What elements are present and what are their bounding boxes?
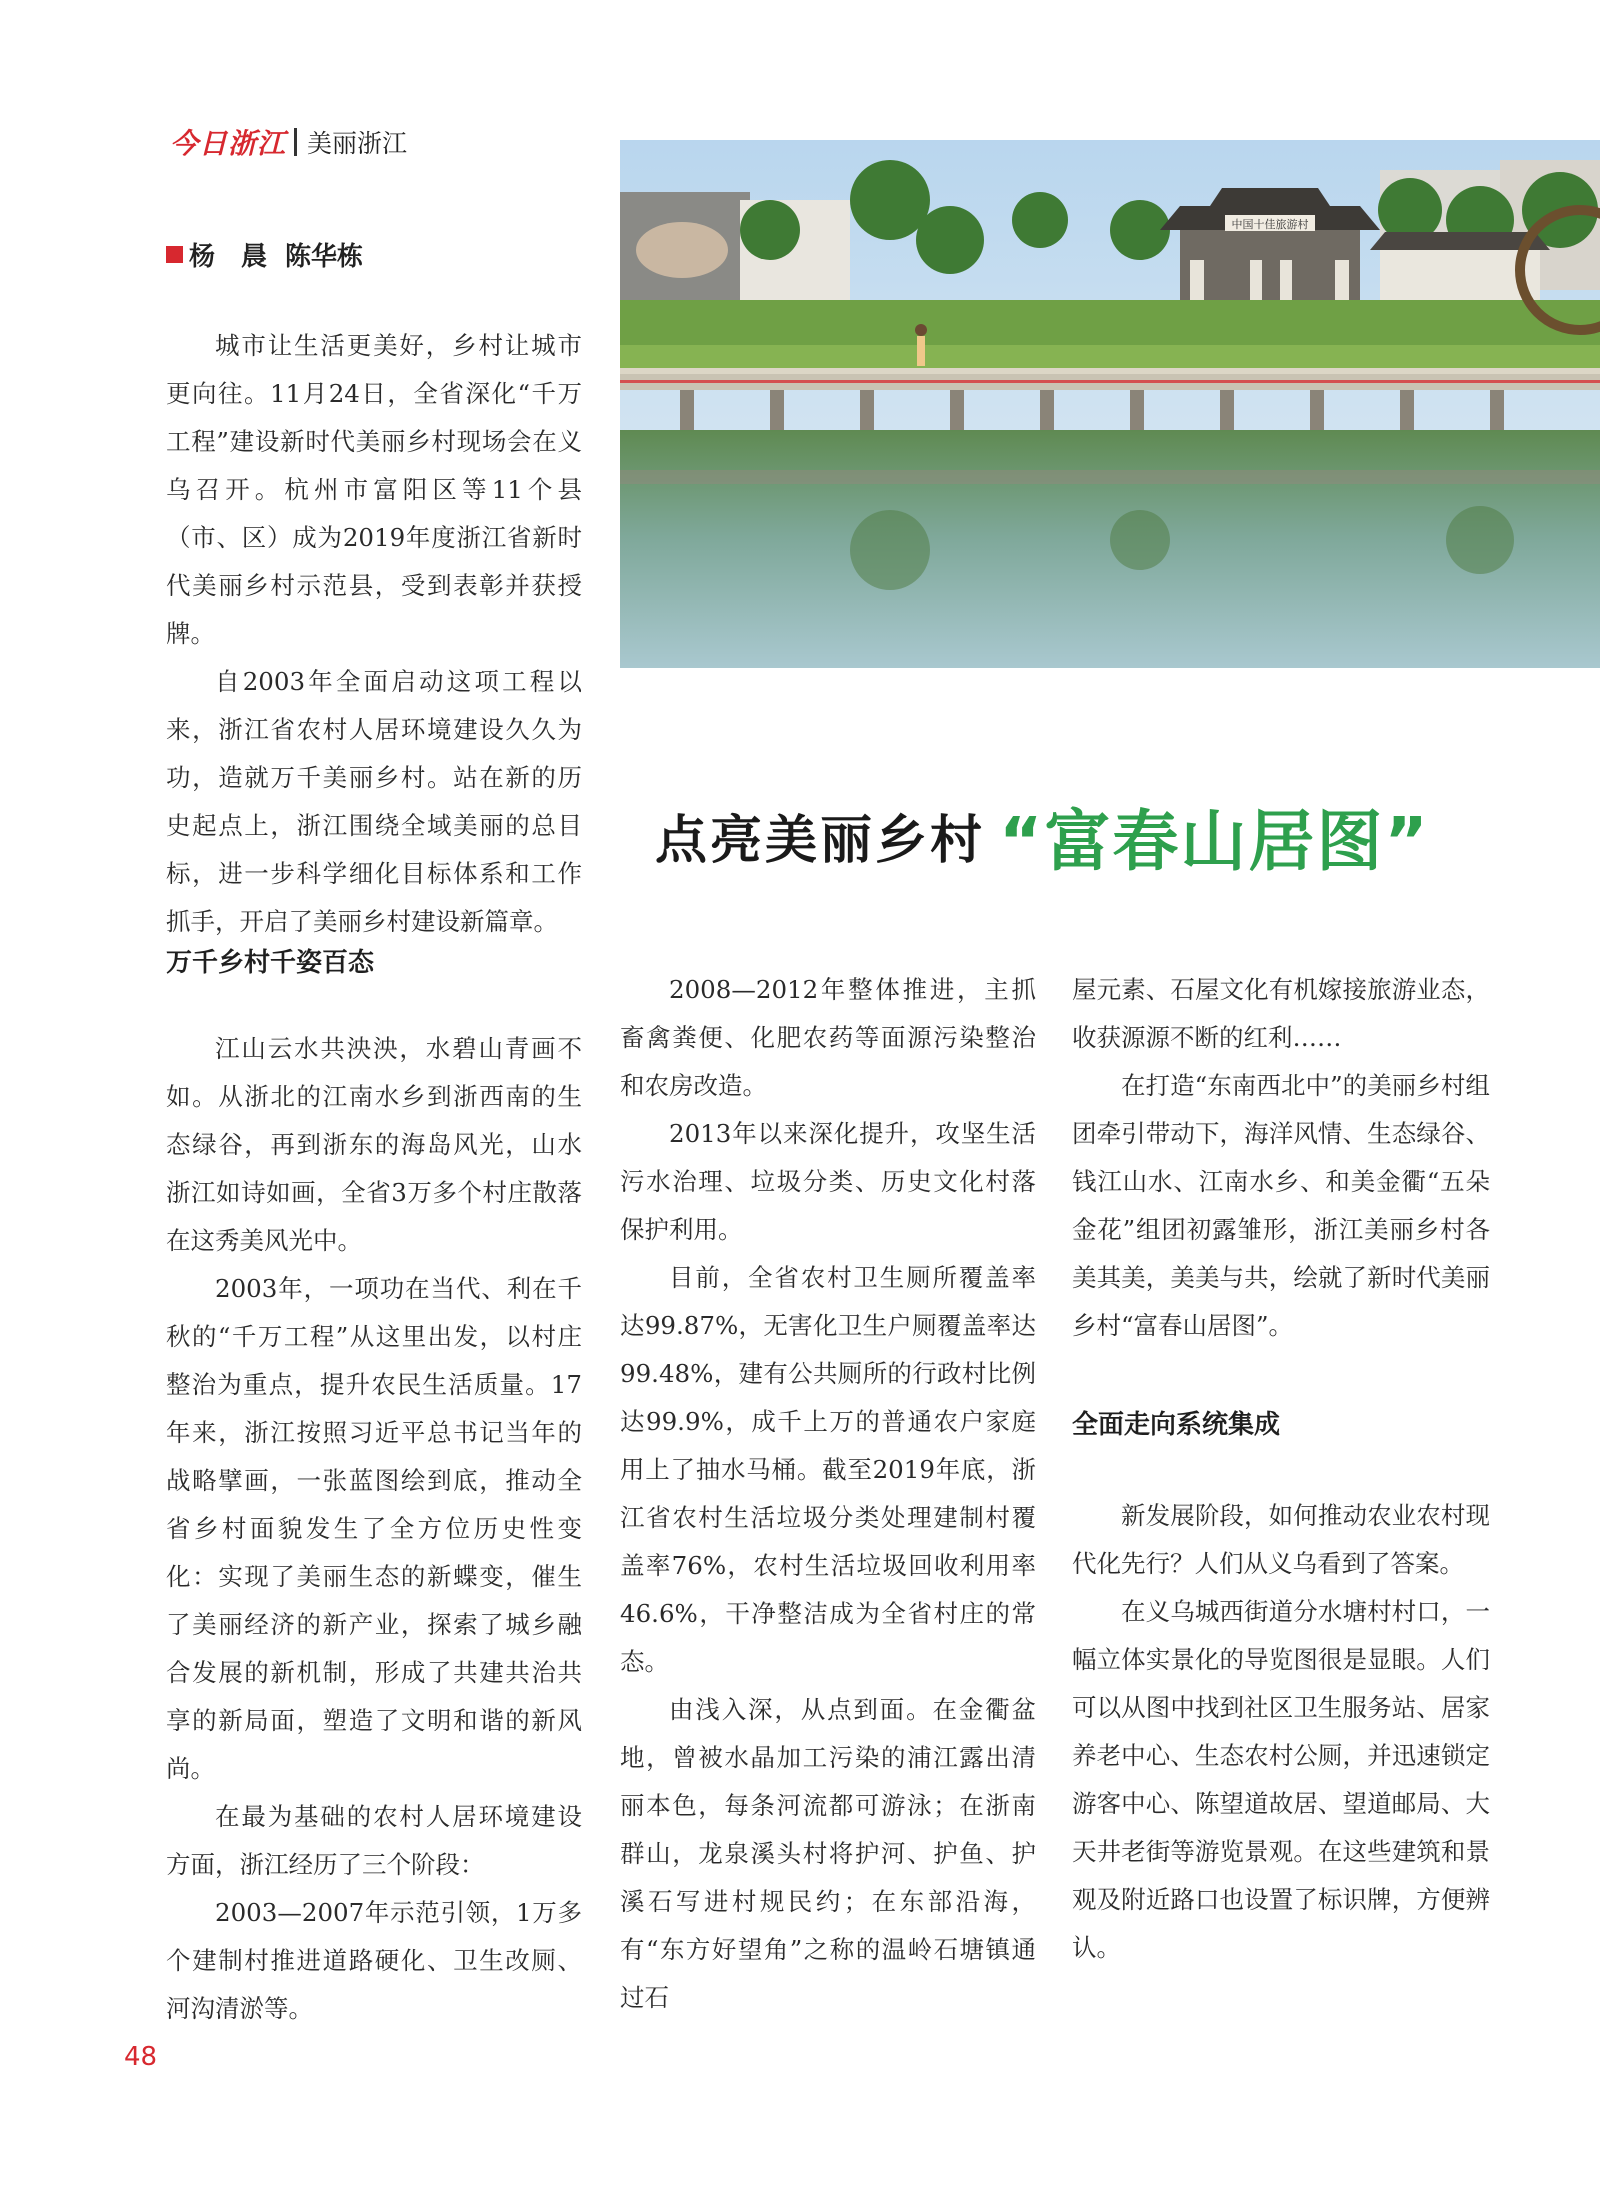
gate-sign: 中国十佳旅游村	[1231, 218, 1309, 231]
author-1: 杨 晨	[189, 241, 268, 271]
body-paragraph: 新发展阶段，如何推动农业农村现代化先行？人们从义乌看到了答案。	[1072, 1501, 1490, 1578]
body-paragraph: 目前，全省农村卫生厕所覆盖率达99.87%，无害化卫生户厕覆盖率达99.48%，建有公共厕所的行政村比例达99.9%，成千上万的普通农户家庭用上了抽水马桶。截至2019年底，浙江省农村生活垃圾分类处理建制村覆盖率76%，农村生活垃圾回收利用率46.6%，干净整洁成为全省村庄的常态。	[620, 1263, 1036, 1676]
byline-marker	[166, 246, 183, 263]
section-heading: 万千乡村千姿百态	[166, 947, 375, 977]
middle-column	[620, 966, 1036, 2022]
body-paragraph: 屋元素、石屋文化有机嫁接旅游业态，收获源源不断的红利……	[1072, 975, 1490, 1052]
title-main: 点亮美丽乡村	[655, 809, 986, 871]
body-paragraph: 江山云水共泱泱，水碧山青画不如。从浙北的江南水乡到浙西南的生态绿谷，再到浙东的海岛风光，山水浙江如诗如画，全省3万多个村庄散落在这秀美风光中。	[166, 1034, 582, 1255]
intro-paragraph: 自2003年全面启动这项工程以来，浙江省农村人居环境建设久久为功，造就万千美丽乡村。站在新的历史起点上，浙江围绕全域美丽的总目标，进一步科学细化目标体系和工作抓手，开启了美丽乡村建设新篇章。	[166, 667, 582, 936]
body-paragraph: 2008—2012年整体推进，主抓畜禽粪便、化肥农药等面源污染整治和农房改造。	[620, 975, 1036, 1100]
section-name: 美丽浙江	[307, 130, 408, 158]
body-paragraph: 2003—2007年示范引领，1万多个建制村推进道路硬化、卫生改厕、河沟清淤等。	[166, 1898, 582, 2023]
right-column-lower	[1072, 1492, 1490, 1972]
title-accent: “富春山居图”	[999, 802, 1430, 880]
intro-text	[166, 322, 582, 946]
body-paragraph: 由浅入深，从点到面。在金衢盆地，曾被水晶加工污染的浦江露出清丽本色，每条河流都可游泳；在浙南群山，龙泉溪头村将护河、护鱼、护溪石写进村规民约；在东部沿海，有“东方好望角”之称的温岭石塘镇通过石	[620, 1695, 1036, 2012]
page-header	[170, 124, 407, 160]
byline	[166, 236, 363, 273]
article-title	[655, 775, 1430, 895]
body-paragraph: 在打造“东南西北中”的美丽乡村组团牵引带动下，海洋风情、生态绿谷、钱江山水、江南水乡、和美金衢“五朵金花”组团初露雏形，浙江美丽乡村各美其美，美美与共，绘就了新时代美丽乡村“富春山居图”。	[1072, 1071, 1490, 1340]
author-2: 陈华栋	[285, 241, 364, 271]
section-heading: 全面走向系统集成	[1072, 1409, 1281, 1439]
header-divider	[294, 128, 297, 156]
left-column	[166, 1025, 582, 2033]
body-paragraph: 2003年，一项功在当代、利在千秋的“千万工程”从这里出发，以村庄整治为重点，提升农民生活质量。17年来，浙江按照习近平总书记当年的战略擘画，一张蓝图绘到底，推动全省乡村面貌发生了全方位历史性变化：实现了美丽生态的新蝶变，催生了美丽经济的新产业，探索了城乡融合发展的新机制，形成了共建共治共享的新局面，塑造了文明和谐的新风尚。	[166, 1274, 582, 1783]
body-paragraph: 在最为基础的农村人居环境建设方面，浙江经历了三个阶段：	[166, 1802, 582, 1879]
page-number: 48	[124, 2042, 158, 2072]
body-paragraph: 2013年以来深化提升，攻坚生活污水治理、垃圾分类、历史文化村落保护利用。	[620, 1119, 1036, 1244]
body-paragraph: 在义乌城西街道分水塘村村口，一幅立体实景化的导览图很是显眼。人们可以从图中找到社区卫生服务站、居家养老中心、生态农村公厕，并迅速锁定游客中心、陈望道故居、望道邮局、大天井老街等游览景观。在这些建筑和景观及附近路口也设置了标识牌，方便辨认。	[1072, 1597, 1490, 1962]
hero-photo	[620, 140, 1600, 668]
intro-paragraph: 城市让生活更美好，乡村让城市更向往。11月24日，全省深化“千万工程”建设新时代美丽乡村现场会在义乌召开。杭州市富阳区等11个县（市、区）成为2019年度浙江省新时代美丽乡村示范县，受到表彰并获授牌。	[166, 331, 582, 648]
right-column	[1072, 966, 1490, 1350]
magazine-logo: 今日浙江	[170, 127, 287, 160]
